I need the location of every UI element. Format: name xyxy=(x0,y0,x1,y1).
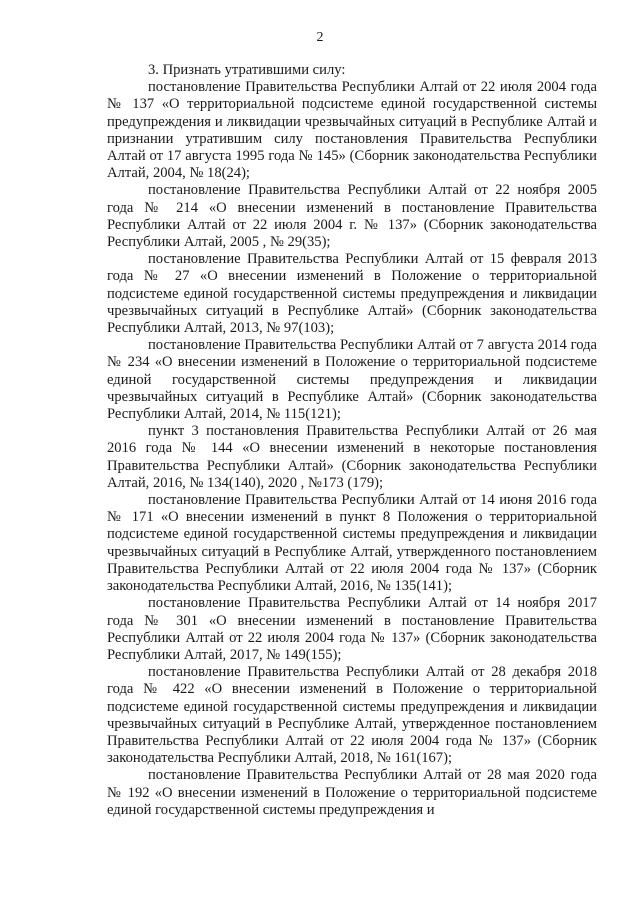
repealed-act-item: постановление Правительства Республики Алтай от 22 июля 2004 года № 137 «О территориальной подсистеме единой государственной системы предупреждения и ликвидации чрезвычайных ситуаций в Республике Алтай и признании утратившим силу постановления Правительства Республики Алтай от 17 августа 1995 года № 145» (Сборник законодательства Республики Алтай, 2004, № 18(24); xyxy=(107,79,597,182)
repealed-act-item: постановление Правительства Республики Алтай от 14 ноября 2017 года № 301 «О внесении изменений в постановление Правительства Республики Алтай от 22 июля 2004 года № 137» (Сборник законодательства Республики Алтай, 2017, № 149(155); xyxy=(107,595,597,663)
repealed-act-item: постановление Правительства Республики Алтай от 15 февраля 2013 года № 27 «О внесении изменений в Положение о территориальной подсистеме единой государственной системы предупреждения и ликвидации чрезвычайных ситуаций в Республике Алтай» (Сборник законодательства Республики Алтай, 2013, № 97(103); xyxy=(107,251,597,337)
repealed-act-item: постановление Правительства Республики Алтай от 22 ноября 2005 года № 214 «О внесении изменений в постановление Правительства Республики Алтай от 22 июля 2004 г. № 137» (Сборник законодательства Республики Алтай, 2005 , № 29(35); xyxy=(107,182,597,251)
page-number: 2 xyxy=(316,30,324,45)
document-body xyxy=(107,62,597,819)
repealed-act-item: постановление Правительства Республики Алтай от 14 июня 2016 года № 171 «О внесении изменений в пункт 8 Положения о территориальной подсистеме единой государственной системы предупреждения и ликвидации чрезвычайных ситуаций в Республике Алтай, утвержденного постановлением Правительства Республики Алтай от 22 июля 2004 года № 137» (Сборник законодательства Республики Алтай, 2016, № 135(141); xyxy=(107,492,597,595)
section-heading: 3. Признать утратившими силу: xyxy=(148,62,346,78)
repealed-act-item: постановление Правительства Республики Алтай от 28 мая 2020 года № 192 «О внесении изменений в Положение о территориальной подсистеме единой государственной системы предупреждения и xyxy=(107,767,597,818)
repealed-act-item: постановление Правительства Республики Алтай от 7 августа 2014 года № 234 «О внесении изменений в Положение о территориальной подсистеме единой государственной системы предупреждения и ликвидации чрезвычайных ситуаций в Республике Алтай» (Сборник законодательства Республики Алтай, 2014, № 115(121); xyxy=(107,337,597,423)
repealed-act-item: пункт 3 постановления Правительства Республики Алтай от 26 мая 2016 года № 144 «О внесении изменений в некоторые постановления Правительства Республики Алтай» (Сборник законодательства Республики Алтай, 2016, № 134(140), 2020 , №173 (179); xyxy=(107,423,597,491)
repealed-act-item: постановление Правительства Республики Алтай от 28 декабря 2018 года № 422 «О внесении изменений в Положение о территориальной подсистеме единой государственной системы предупреждения и ликвидации чрезвычайных ситуаций в Республике Алтай, утвержденное постановлением Правительства Республики Алтай от 22 июля 2004 года № 137» (Сборник законодательства Республики Алтай, 2018, № 161(167); xyxy=(107,664,597,767)
